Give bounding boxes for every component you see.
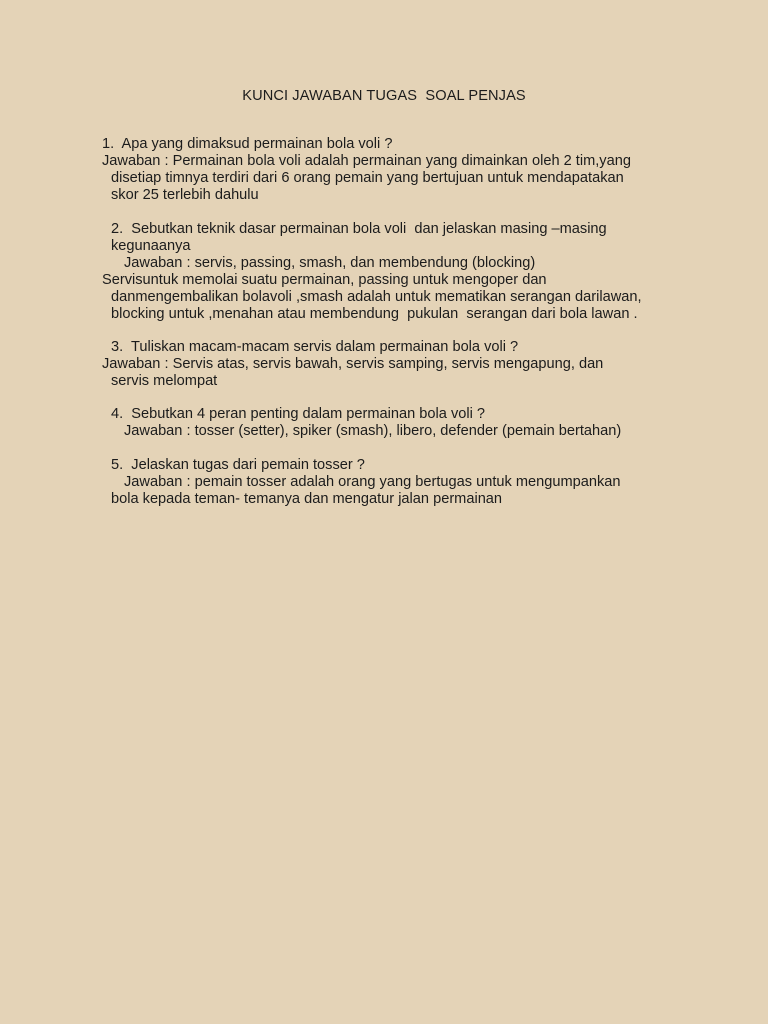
- question-4: 4. Sebutkan 4 peran penting dalam permainan bola voli ?: [111, 406, 486, 422]
- answer-2-line-2: Servisuntuk memolai suatu permainan, passing untuk mengoper dan: [102, 272, 547, 288]
- answer-5-line-1: Jawaban : pemain tosser adalah orang yang bertugas untuk mengumpankan: [124, 474, 621, 490]
- answer-1-line-3: skor 25 terlebih dahulu: [111, 187, 259, 203]
- question-1: 1. Apa yang dimaksud permainan bola voli ?: [102, 136, 393, 152]
- answer-1-line-2: disetiap timnya terdiri dari 6 orang pemain yang bertujuan untuk mendapatakan: [111, 170, 624, 186]
- answer-3-line-2: servis melompat: [111, 373, 218, 389]
- answer-4-line-1: Jawaban : tosser (setter), spiker (smash), libero, defender (pemain bertahan): [124, 423, 622, 439]
- answer-1-line-1: Jawaban : Permainan bola voli adalah permainan yang dimainkan oleh 2 tim,yang: [102, 153, 631, 169]
- answer-2-line-3: danmengembalikan bolavoli ,smash adalah untuk mematikan serangan darilawan,: [111, 289, 642, 305]
- question-2-line-1: 2. Sebutkan teknik dasar permainan bola voli dan jelaskan masing –masing: [111, 221, 607, 237]
- question-2-line-2: kegunaanya: [111, 238, 191, 254]
- document-title: KUNCI JAWABAN TUGAS SOAL PENJAS: [242, 88, 526, 104]
- answer-3-line-1: Jawaban : Servis atas, servis bawah, servis samping, servis mengapung, dan: [102, 356, 604, 372]
- answer-2-line-4: blocking untuk ,menahan atau membendung pukulan serangan dari bola lawan .: [111, 306, 638, 322]
- answer-2-line-1: Jawaban : servis, passing, smash, dan membendung (blocking): [124, 255, 536, 271]
- question-3: 3. Tuliskan macam-macam servis dalam permainan bola voli ?: [111, 339, 519, 355]
- question-5: 5. Jelaskan tugas dari pemain tosser ?: [111, 457, 365, 473]
- answer-5-line-2: bola kepada teman- temanya dan mengatur jalan permainan: [111, 491, 503, 507]
